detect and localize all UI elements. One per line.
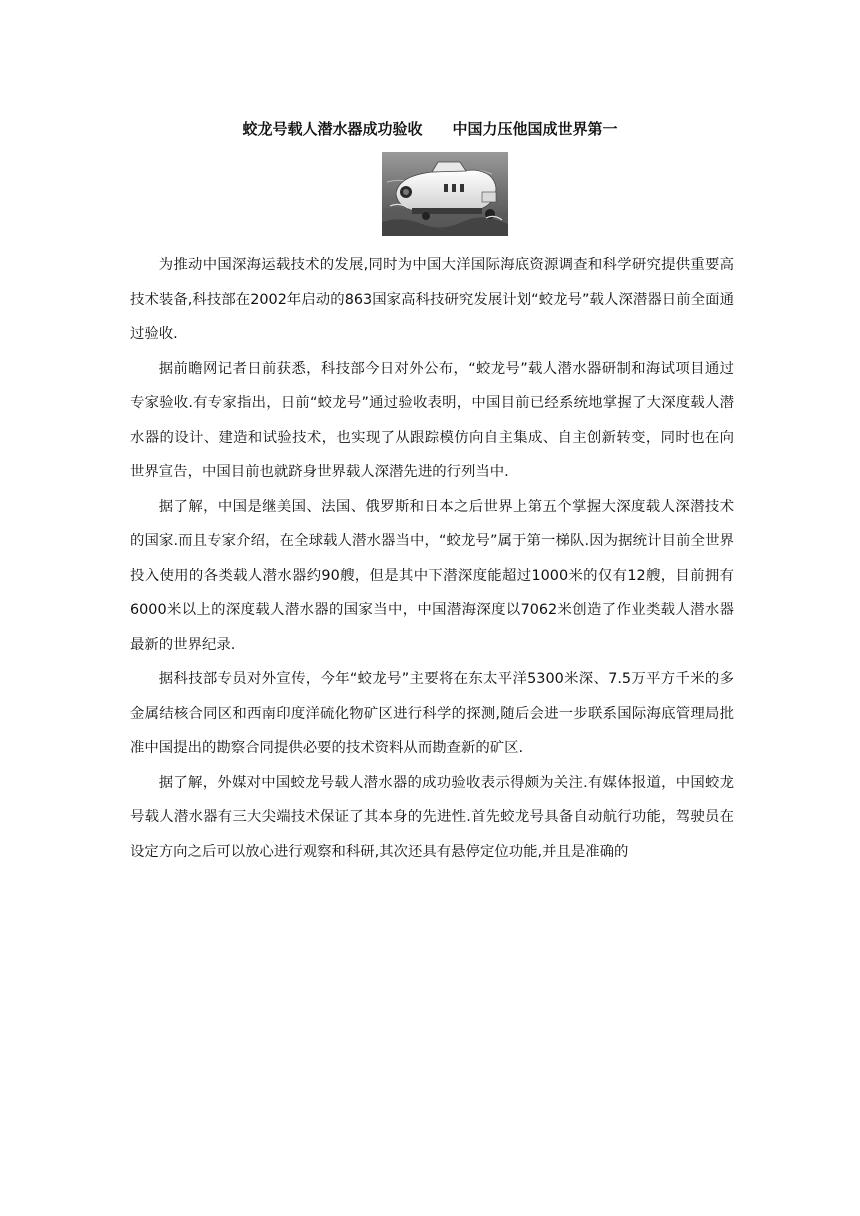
paragraph: 据科技部专员对外宣传，今年“蛟龙号”主要将在东太平洋5300米深、7.5万平方千米的多金属结核合同区和西南印度洋硫化物矿区进行科学的探测,随后会进一步联系国际海底管理局批准中国提出的勘察合同提供必要的技术资料从而勘查新的矿区.: [130, 671, 734, 756]
paragraph: 据前瞻网记者日前获悉，科技部今日对外公布，“蛟龙号”载人潜水器研制和海试项目通过专家验收.有专家指出，日前“蛟龙号”通过验收表明，中国目前已经系统地掌握了大深度载人潜水器的设计、建造和试验技术，也实现了从跟踪模仿向自主集成、自主创新转变，同时也在向世界宣告，中国目前也就跻身世界载人深潜先进的行列当中.: [130, 360, 734, 480]
article-body: [130, 248, 734, 869]
paragraph: 据了解，中国是继美国、法国、俄罗斯和日本之后世界上第五个掌握大深度载人深潜技术的国家.而且专家介绍，在全球载人潜水器当中，“蛟龙号”属于第一梯队.因为据统计目前全世界投入使用的各类载人潜水器约90艘，但是其中下潜深度能超过1000米的仅有12艘，目前拥有6000米以上的深度载人潜水器的国家当中，中国潜海深度以7062米创造了作业类载人潜水器最新的世界纪录.: [130, 498, 734, 653]
paragraph: 为推动中国深海运载技术的发展,同时为中国大洋国际海底资源调查和科学研究提供重要高技术装备,科技部在2002年启动的863国家高科技研究发展计划“蛟龙号”载人深潜器日前全面通过验收.: [130, 257, 734, 342]
paragraph: 据了解，外媒对中国蛟龙号载人潜水器的成功验收表示得颇为关注.有媒体报道，中国蛟龙号载人潜水器有三大尖端技术保证了其本身的先进性.首先蛟龙号具备自动航行功能，驾驶员在设定方向之后可以放心进行观察和科研,其次还具有悬停定位功能,并且是准确的: [130, 774, 734, 860]
submarine-photo: [382, 152, 508, 236]
document-title: 蛟龙号载人潜水器成功验收 中国力压他国成世界第一: [242, 120, 618, 138]
